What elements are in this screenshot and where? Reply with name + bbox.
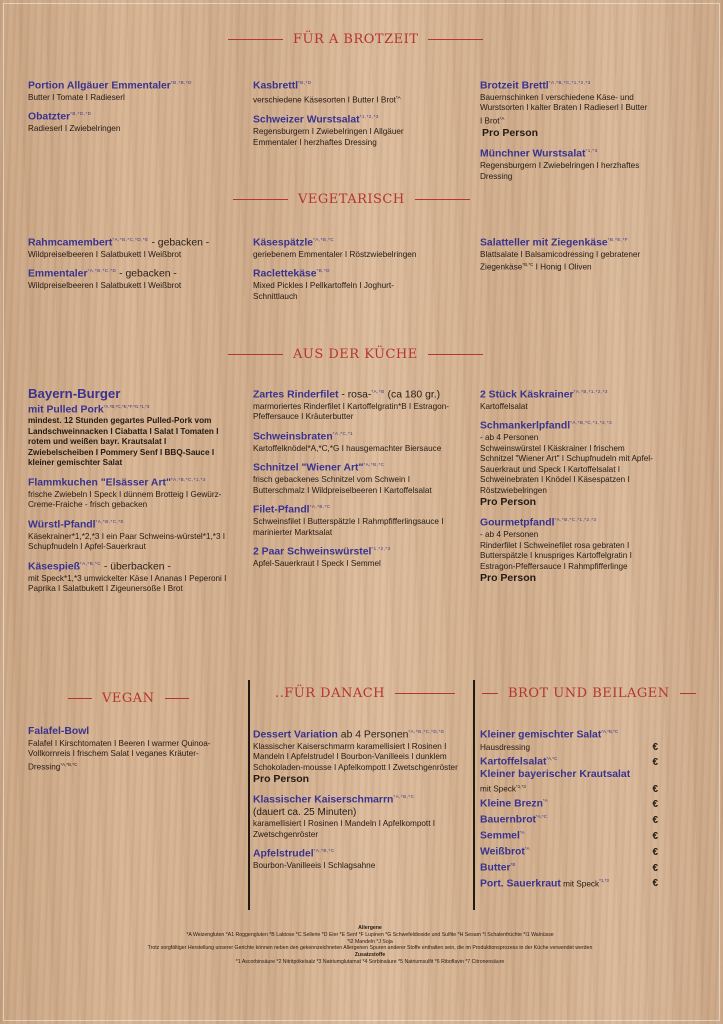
menu-item-description: Blattsalate I Balsamicodressing I gebratener Ziegenkäse$^{*B,*C}$ I Honig I Oliven (480, 249, 641, 273)
side-item-title: Port. Sauerkraut mit Speck$^{*1,*3}$ (480, 878, 609, 890)
allergen-legend (140, 925, 600, 966)
side-item-description: Hausdressing (480, 742, 531, 752)
menu-item-title: Schweinsbraten$^{*A,*C,*1}$ (253, 430, 354, 443)
menu-item-title: Apfelstrudel$^{*A,*B,*C}$ (253, 848, 335, 860)
menu-item (253, 111, 423, 148)
menu-item (480, 77, 650, 140)
menu-item-description: Wildpreiselbeeren I Salatbukett I Weißbrot (28, 281, 182, 291)
menu-item-title: Bayern-Burger (28, 386, 121, 401)
side-item-description: mit Speck$^{*1,*3}$ (480, 783, 526, 794)
menu-item-description: Kartoffelsalat (480, 401, 528, 411)
euro-sign: € (652, 756, 658, 768)
menu-item-title: Klassischer Kaiserschmarrn$^{*A,*B,*C}$ (253, 794, 415, 806)
side-item-title: Semmel$^{*A}$ (480, 830, 525, 842)
menu-item-description: Regensburgern I Zwiebelringen I herzhaftes Dressing (480, 161, 640, 181)
menu-item (253, 77, 423, 106)
vegan-column (28, 726, 228, 778)
menu-item-title: Schmankerlpfandl$^{*A,*B,*C,*1,*2,*3}$ (480, 420, 613, 432)
euro-sign: € (652, 798, 658, 810)
menu-item-title: Salatteller mit Ziegenkäse$^{*B,*E,*F}$ (480, 237, 629, 249)
menu-item-description: Wildpreiselbeeren I Salatbukett I Weißbrot (28, 249, 182, 259)
menu-item (28, 726, 228, 773)
side-item-title: Kartoffelsalat$^{*A,*C}$ (480, 756, 558, 768)
menu-item-description: geriebenem Emmentaler I Röstzwiebelringen (253, 249, 417, 259)
price-unit-label: Pro Person (482, 127, 539, 140)
menu-item-description: Bauernschinken I verschiedene Käse- und Wurstsorten I kalter Braten I Radieserl I Butter I Brot$^{*A}$ (480, 92, 648, 126)
menu-item-description: Butter I Tomate I Radieserl (28, 92, 125, 102)
euro-sign: € (652, 862, 658, 874)
price-unit-label: Pro Person (480, 496, 537, 509)
menu-item-title: Schweizer Wurstsalat$^{*1,*2,*3}$ (253, 114, 379, 126)
brotzeit-column-3 (480, 77, 650, 187)
menu-item (253, 845, 463, 871)
section-title-beilagen: BROT UND BEILAGEN (482, 686, 696, 701)
additives-heading: Zusatzstoffe (354, 952, 386, 959)
menu-item-description: marmoriertes Rinderfilet I Kartoffelgratin*B I Estragon-Pfeffersauce I Kräuterbutter (253, 401, 449, 422)
menu-item-title: Emmentaler$^{*A,*B,*C,*D}$ - gebacken - (28, 268, 177, 280)
menu-item-title: Portion Allgäuer Emmentaler$^{*B,*B,*D}$ (28, 80, 192, 92)
menu-item-description: frische Zwiebeln I Speck I dünnem Brotteig I Gewürz-Creme-Fraiche - frisch gebacken (28, 489, 222, 510)
menu-item-note: (dauert ca. 25 Minuten) (253, 807, 357, 819)
menu-item (480, 145, 650, 182)
beilagen-column (480, 726, 660, 891)
euro-sign: € (652, 741, 658, 753)
menu-item-description: mit Speck*1,*3 umwickelter Käse I Ananas I Peperoni I Paprika I Salatbukett I Zigeunersoße I Brot (28, 573, 227, 594)
menu-item (28, 265, 228, 291)
menu-item-title: Brotzeit Brettl$^{*A,*B,*C,*1,*2,*3}$ (480, 80, 591, 92)
menu-item-description: - ab 4 Personen Schweinswürstel I Käskrainer I frischem Schnitzel "Wiener Art" I Schupfnudeln mit Apfel-Sauerkraut und Speck I Kartoffelsalat I Schweinebraten I Knödel I Käsespatzen I Röstzwiebelringen (480, 433, 653, 495)
menu-item-description: Mixed Pickles I Pellkartoffeln I Joghurt-Schnittlauch (253, 281, 394, 301)
menu-item (480, 234, 650, 274)
side-item (480, 827, 658, 843)
menu-item-description: - ab 4 Personen Rinderfilet I Schweinefilet rosa gebraten I Butterspätzle I knuspriges Kartoffelgratin I Estragon-Pfeffersauce I Rahmpfifferlinge (480, 530, 632, 571)
kueche-column-2 (253, 386, 463, 575)
menu-item-title: Käsespieß$^{*A,*B,*C}$ - überbacken - (28, 560, 171, 573)
menu-item-title: 2 Stück Käskrainer$^{*A,*B,*1,*2,*3}$ (480, 389, 608, 401)
side-item (480, 753, 658, 769)
menu-item-title: 2 Paar Schweinswürstel$^{*1,*2,*3}$ (253, 546, 391, 558)
section-title-danach: ..FÜR DANACH (275, 686, 455, 701)
menu-item-description: frisch gebackenes Schnitzel vom Schwein I Butterschmalz I Wildpreiselbeeren I Kartoffelsalat (253, 475, 432, 495)
side-item (480, 811, 658, 827)
menu-item (28, 234, 228, 260)
menu-item-subtitle: mit Pulled Pork$^{*A,*B,*C,*E,*F,*G,*1,*3}$ (28, 404, 150, 416)
allergen-line: *A Weizengluten *A1 Roggengluten *B Laktose *C Sellerie *D Eier *E Senf *F Lupinen *G Schwefeldioxide und Sulfite *H Sesam *I Schalenfrüchte *I1 Walnüsse (186, 931, 554, 938)
menu-item (480, 386, 660, 412)
price-unit-label: Pro Person (480, 572, 537, 585)
side-item (480, 726, 660, 753)
euro-sign: € (652, 814, 658, 826)
menu-item-description: verschiedene Käsesorten I Butter I Brot$^{*A}$ (253, 94, 401, 105)
menu-item (28, 516, 228, 553)
section-title-vegan: VEGAN (68, 691, 189, 706)
menu-item-title: Käsespätzle$^{*A,*B,*C}$ (253, 237, 335, 249)
menu-item-description: Käsekrainer*1,*2,*3 I ein Paar Schweins-würstel*1,*3 I Schupfnudeln I Apfel-Sauerkraut (28, 531, 226, 552)
kueche-column-3 (480, 386, 660, 590)
menu-item-title: Dessert Variation ab 4 Personen$^{*A,*B,*C,*D,*E}$ (253, 729, 445, 741)
menu-item (28, 558, 228, 595)
side-item (480, 769, 660, 795)
menu-item-description: Apfel-Sauerkraut I Speck I Semmel (253, 559, 381, 569)
section-title-vegetarisch: VEGETARISCH (233, 192, 470, 207)
side-item-title: Butter$^{*B}$ (480, 862, 516, 874)
menu-item (253, 234, 423, 260)
column-divider-right (473, 680, 475, 910)
euro-sign: € (652, 878, 658, 890)
menu-item-description: Falafel I Kirschtomaten I Beeren I warmer Quinoa-Vollkornreis I frischem Salat I veganes Kräuter-Dressing$^{*A,*B,*C}$ (28, 738, 211, 772)
menu-item (28, 386, 228, 469)
menu-item (253, 386, 463, 423)
brotzeit-column-1 (28, 77, 243, 140)
kueche-column-1 (28, 386, 228, 600)
menu-item-description: Klassischer Kaiserschmarrn karamellisiert I Rosinen I Mandeln I Apfelstrudel I Bourbon-Vanilleeis I dunklem Schokoladen-mousse I Apfelkompott I Zwetschgenröster (253, 741, 458, 772)
menu-item-title: Filet-Pfandl$^{*A,*B,*C}$ (253, 504, 331, 516)
menu-item-title: Würstl-Pfandl$^{*A,*B,*C,*E}$ (28, 518, 125, 531)
menu-item-description: Radieserl I Zwiebelringen (28, 124, 121, 134)
menu-item-title: Münchner Wurstsalat$^{*1,*3}$ (480, 148, 598, 160)
side-item-title: Kleiner gemischter Salat$^{*A,*B,*C}$ (480, 729, 619, 741)
menu-item (253, 428, 463, 454)
euro-sign: € (652, 783, 658, 795)
side-item-title: Kleine Brezn$^{*A}$ (480, 798, 548, 810)
menu-item (253, 791, 463, 840)
euro-sign: € (652, 846, 658, 858)
menu-item-title: Schnitzel "Wiener Art"$^{*A,*B,*C}$ (253, 462, 385, 474)
menu-item-title: Gourmetpfandl$^{*A,*B,*C,*1,*2,*3}$ (480, 517, 597, 529)
vegetarisch-column-1 (28, 234, 228, 297)
section-title-brotzeit: FÜR A BROTZEIT (228, 32, 483, 47)
brotzeit-column-2 (253, 77, 423, 153)
menu-item (253, 501, 463, 538)
side-item (480, 795, 658, 811)
allergen-line: *I2 Mandeln *J Soja (347, 938, 393, 945)
section-title-kueche: AUS DER KÜCHE (228, 347, 483, 362)
menu-item (28, 77, 243, 103)
menu-item-title: Zartes Rinderfilet - rosa-$^{*A,*B}$ (ca 180 gr.) (253, 389, 441, 401)
vegetarisch-column-2 (253, 234, 423, 307)
euro-sign: € (652, 830, 658, 842)
menu-item-description: mindest. 12 Stunden gegartes Pulled-Pork vom Landschweinnacken I Ciabatta I Salat I Tomaten I rotem und weißen bayr. Krautsalat I Zwiebelscheiben I Pommery Senf I BBQ-Sauce I kleiner gemischter Salat (28, 416, 219, 468)
side-item-title: Bauernbrot$^{*A,*C}$ (480, 814, 548, 826)
menu-item-description: Kartoffelknödel*A,*C,*G I hausgemachter Biersauce (253, 443, 442, 453)
menu-item (253, 726, 463, 786)
side-item-title: Weißbrot$^{*A}$ (480, 846, 530, 858)
menu-item-description: karamellisiert I Rosinen I Mandeln I Apfelkompott I Zwetschgenröster (253, 819, 436, 839)
menu-item-title: Flammkuchen "Elsässer Art"$^{*A,*B,*C,*1,*3}$ (28, 476, 206, 489)
menu-item-title: Rahmcamembert$^{*A,*B,*C,*D,*E}$ - gebacken - (28, 237, 210, 249)
menu-item-title: Obatzter$^{*B,*D,*D}$ (28, 111, 92, 123)
menu-item (253, 265, 423, 302)
side-item-title: Kleiner bayerischer Krautsalat (480, 769, 631, 781)
menu-item (253, 459, 463, 496)
column-divider-left (248, 680, 250, 910)
menu-item-title: Falafel-Bowl (28, 726, 90, 737)
menu-item-description: Schweinsfilet I Butterspätzle I Rahmpfifferlingsauce I marinierter Marktsalat (253, 517, 444, 537)
danach-column (253, 726, 463, 877)
vegetarisch-column-3 (480, 234, 650, 279)
menu-item (253, 543, 463, 569)
menu-item (480, 417, 660, 509)
menu-item (28, 108, 243, 134)
menu-item-description: Regensburgern I Zwiebelringen I Allgäuer Emmentaler I herzhaftes Dressing (253, 127, 404, 147)
menu-item-title: Raclettekäse$^{*B,*D}$ (253, 268, 331, 280)
menu-item-title: Kasbrettl$^{*B,*D}$ (253, 80, 312, 92)
menu-item (480, 514, 660, 585)
allergen-heading: Allergene (358, 925, 382, 931)
side-item (480, 843, 658, 859)
side-item (480, 875, 658, 891)
additives-line: *1 Ascorbinsäure *2 Nitritpökelsalz *3 Natriumglutamat *4 Sorbinsäure *5 Natriumsulfit *6 Riboflavin *7 Citronensäure (235, 958, 505, 965)
menu-item-description: Bourbon-Vanilleeis I Schlagsahne (253, 861, 376, 871)
menu-item (28, 474, 228, 511)
price-unit-label: Pro Person (253, 773, 310, 786)
side-item (480, 859, 658, 875)
allergen-notice: Trotz sorgfältiger Herstellung unserer Gerichte können neben den gekennzeichneten Allergenen Spuren anderer Stoffe enthalten sein, die im Produktionsprozess in der Küche verwendet werden (147, 945, 593, 952)
